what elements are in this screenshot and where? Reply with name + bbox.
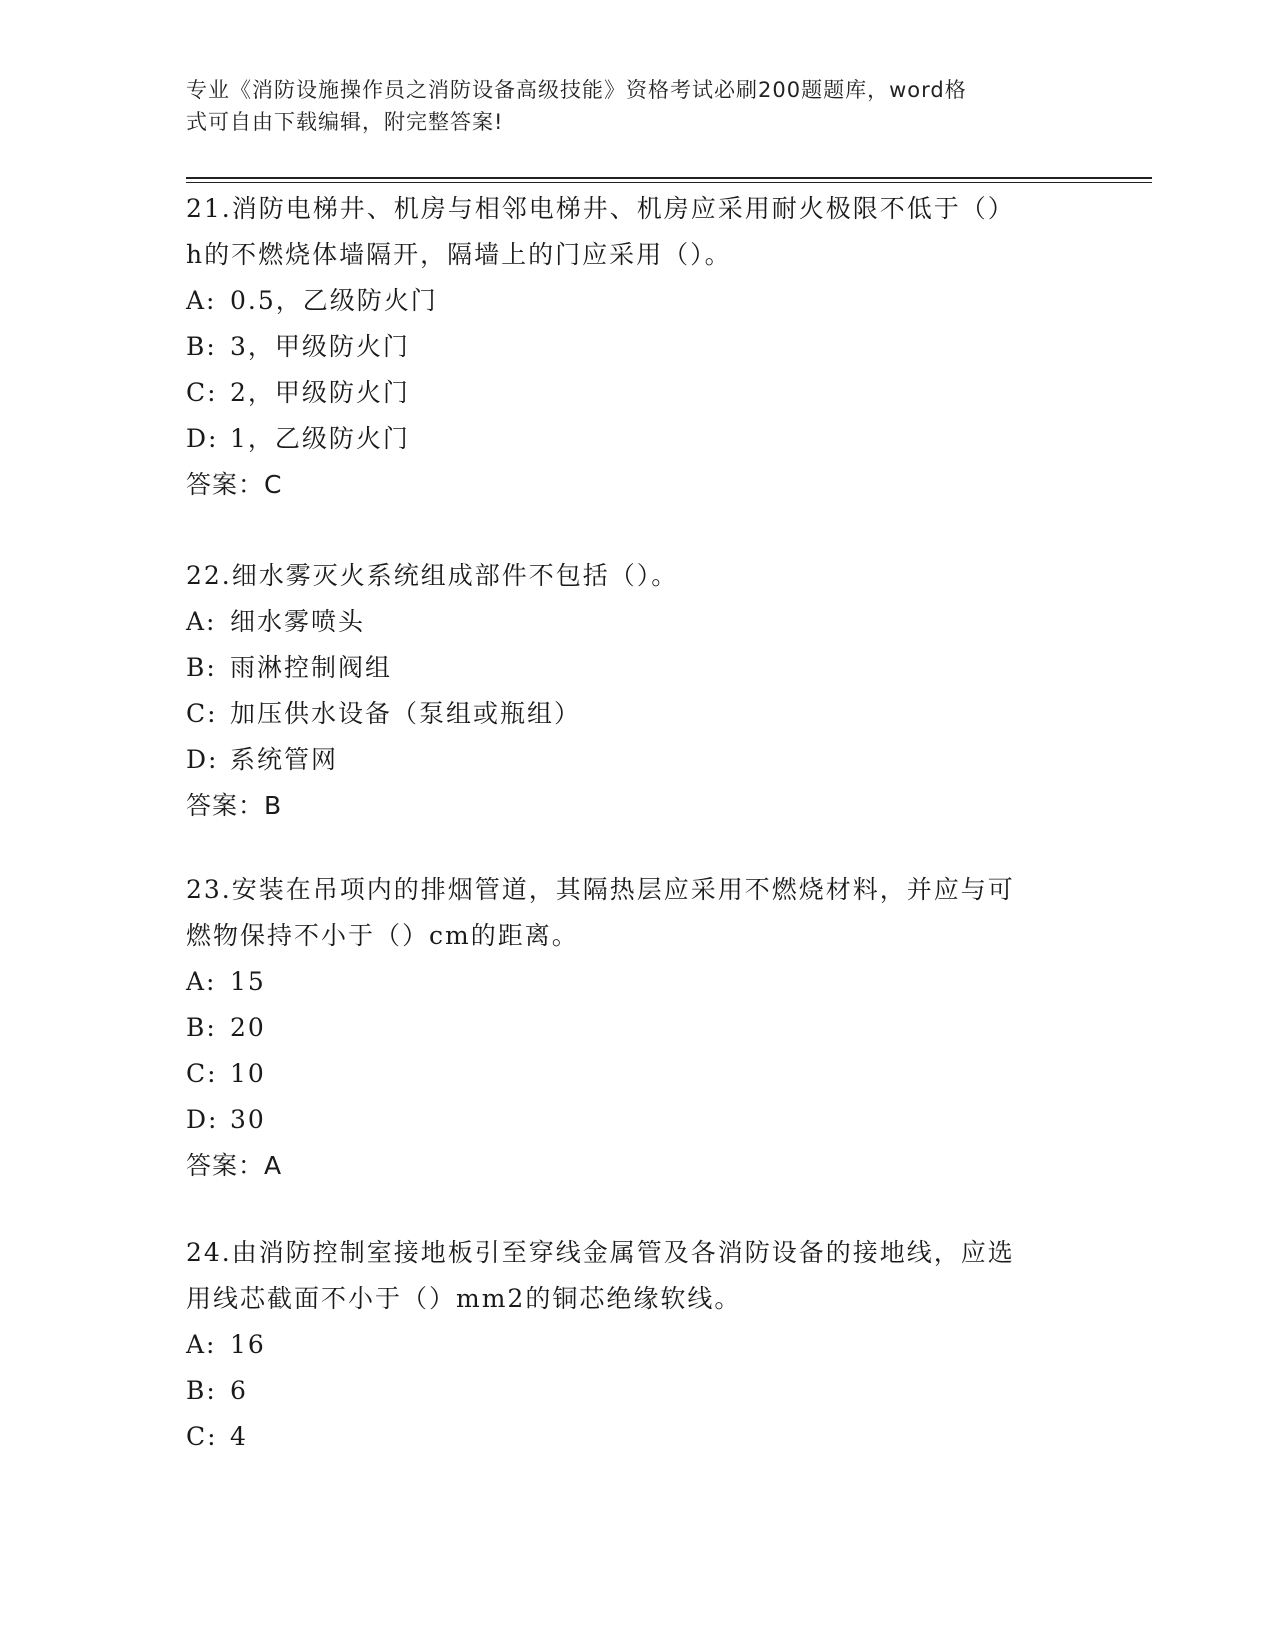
document-header bbox=[186, 74, 1066, 138]
option-key: A: bbox=[186, 967, 217, 996]
answer-line: 答案：B bbox=[186, 791, 283, 820]
option-key: B: bbox=[186, 1013, 217, 1042]
question-23 bbox=[186, 867, 1086, 1189]
option-a bbox=[186, 599, 1086, 645]
question-stem-line: 燃物保持不小于（）cm的距离。 bbox=[186, 921, 579, 950]
answer-line: 答案：C bbox=[186, 470, 283, 499]
option-text: 6 bbox=[230, 1376, 248, 1405]
option-text: 30 bbox=[230, 1105, 266, 1134]
option-b bbox=[186, 1368, 1086, 1414]
header-divider-thick bbox=[186, 177, 1152, 179]
option-text: 4 bbox=[230, 1422, 248, 1451]
option-c bbox=[186, 370, 1086, 416]
option-text: 2，甲级防火门 bbox=[230, 378, 410, 407]
question-22 bbox=[186, 553, 1086, 829]
option-key: A: bbox=[186, 286, 217, 315]
header-line-1: 专业《消防设施操作员之消防设备高级技能》资格考试必刷200题题库，word格 bbox=[186, 78, 967, 102]
option-b bbox=[186, 324, 1086, 370]
option-a bbox=[186, 1322, 1086, 1368]
header-divider-thin bbox=[186, 182, 1152, 183]
header-line-2: 式可自由下载编辑，附完整答案! bbox=[186, 110, 504, 134]
option-c bbox=[186, 691, 1086, 737]
option-d bbox=[186, 737, 1086, 783]
option-text: 16 bbox=[230, 1330, 266, 1359]
option-key: D: bbox=[186, 424, 219, 453]
option-text: 系统管网 bbox=[230, 745, 339, 774]
option-d bbox=[186, 1097, 1086, 1143]
option-text: 1，乙级防火门 bbox=[230, 424, 410, 453]
option-key: B: bbox=[186, 1376, 217, 1405]
option-text: 细水雾喷头 bbox=[230, 607, 366, 636]
question-24 bbox=[186, 1230, 1086, 1460]
question-stem-line: 22.细水雾灭火系统组成部件不包括（）。 bbox=[186, 561, 679, 590]
question-stem-line: 24.由消防控制室接地板引至穿线金属管及各消防设备的接地线，应选 bbox=[186, 1238, 1015, 1267]
option-key: B: bbox=[186, 653, 217, 682]
option-key: C: bbox=[186, 699, 218, 728]
question-stem-line: 21.消防电梯井、机房与相邻电梯井、机房应采用耐火极限不低于（） bbox=[186, 194, 1015, 223]
option-b bbox=[186, 645, 1086, 691]
option-c bbox=[186, 1051, 1086, 1097]
option-key: C: bbox=[186, 378, 218, 407]
question-stem-line: 用线芯截面不小于（）mm2的铜芯绝缘软线。 bbox=[186, 1284, 742, 1313]
option-a bbox=[186, 278, 1086, 324]
question-21 bbox=[186, 186, 1086, 508]
option-text: 加压供水设备（泵组或瓶组） bbox=[230, 699, 582, 728]
option-text: 雨淋控制阀组 bbox=[230, 653, 393, 682]
answer-line: 答案：A bbox=[186, 1151, 283, 1180]
option-a bbox=[186, 959, 1086, 1005]
option-text: 0.5，乙级防火门 bbox=[230, 286, 438, 315]
option-text: 20 bbox=[230, 1013, 266, 1042]
option-key: B: bbox=[186, 332, 217, 361]
option-d bbox=[186, 416, 1086, 462]
option-text: 15 bbox=[230, 967, 266, 996]
option-b bbox=[186, 1005, 1086, 1051]
question-stem-line: h的不燃烧体墙隔开，隔墙上的门应采用（）。 bbox=[186, 240, 732, 269]
option-key: D: bbox=[186, 745, 219, 774]
option-key: A: bbox=[186, 607, 217, 636]
option-key: C: bbox=[186, 1059, 218, 1088]
option-text: 10 bbox=[230, 1059, 266, 1088]
option-key: A: bbox=[186, 1330, 217, 1359]
option-c bbox=[186, 1414, 1086, 1460]
option-text: 3，甲级防火门 bbox=[230, 332, 410, 361]
question-stem-line: 23.安装在吊项内的排烟管道，其隔热层应采用不燃烧材料，并应与可 bbox=[186, 875, 1015, 904]
option-key: C: bbox=[186, 1422, 218, 1451]
option-key: D: bbox=[186, 1105, 219, 1134]
